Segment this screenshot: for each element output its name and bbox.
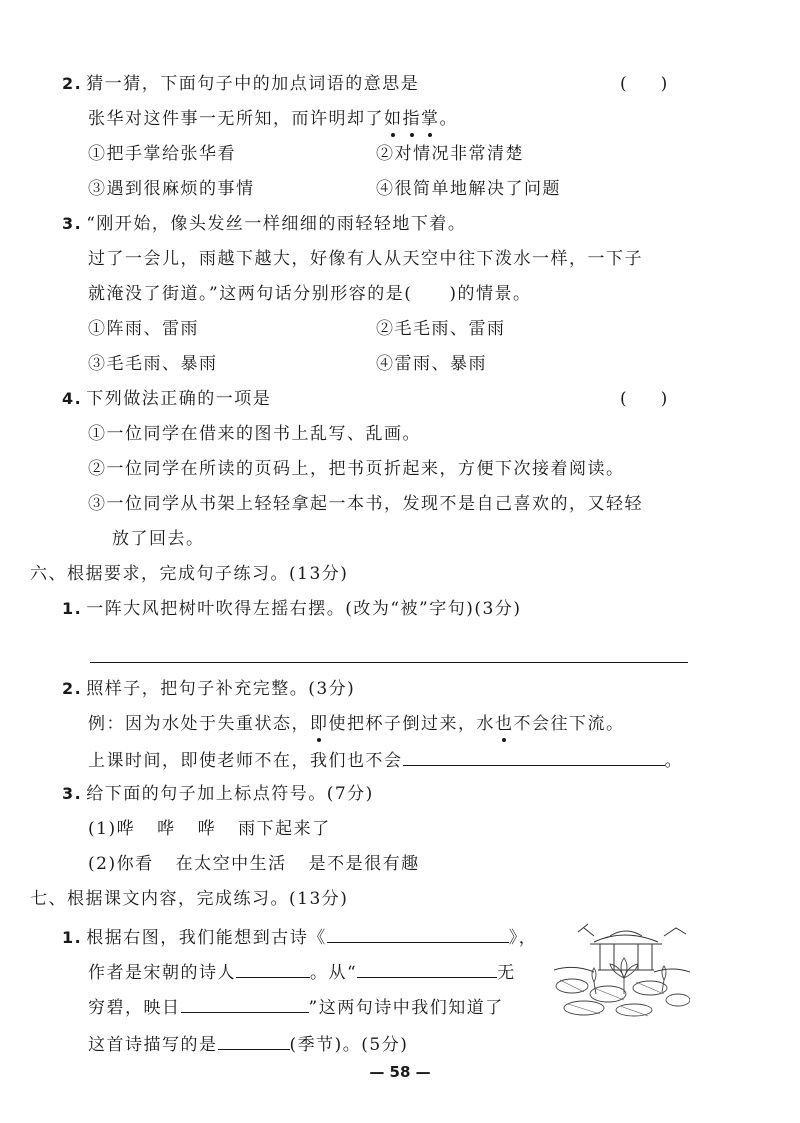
q4-number: 4. [62,389,83,408]
q3-line-2: 过了一会儿，雨越下越大，好像有人从天空中往下泼水一样，一下子 [88,249,643,269]
s7-q1-l2-post: 无 [497,963,516,983]
q4-option-3a: ③一位同学从书架上轻轻拿起一本书，发现不是自己喜欢的，又轻轻 [88,494,643,514]
s7-q1-line-1 [62,924,537,950]
q2-sentence-pre: 张华对这件事一无所知，而许明却了 [88,109,384,129]
q3-line-1-text: “刚开始，像头发丝一样细细的雨轻轻地下着。 [86,214,467,234]
s6-q3-text: 给下面的句子加上标点符号。(7分) [86,784,374,804]
s6-q1-text: 一阵大风把树叶吹得左摇右摆。(改为“被”字句)(3分) [86,599,522,619]
s6-q2-fill-post: 。 [664,751,683,771]
q2-dotted-char-2: 指 [402,109,421,129]
s6-q2-fill-pre: 上课时间，即使老师不在，我们也不会 [88,751,403,771]
s6-q3-s1-part-1: (1)哗 [88,819,136,839]
s6-q2-example-c: 不会往下流。 [513,714,625,734]
s7-q1-l1-pre: 根据右图，我们能想到古诗《 [86,928,327,948]
page-number: — 58 — [369,1063,431,1081]
q2-number: 2. [62,74,83,93]
s7-q1-l3-pre: 穷碧，映日 [88,998,181,1018]
s6-q3-number: 3. [62,784,83,803]
q2-sentence [88,107,458,131]
s7-q1-l3-post: ”这两句诗中我们知道了 [308,998,504,1018]
s6-q3-s1-part-4: 雨下起来了 [238,819,331,839]
lotus-pavilion-illustration [554,922,690,1018]
s6-q2-blank[interactable] [403,747,665,766]
q4-option-3b: 放了回去。 [112,529,205,549]
s6-q3-s1-part-3: 哗 [197,819,217,839]
s6-q3-s1-part-2: 哗 [157,819,176,839]
s6-q3-s2-part-2: 在太空中生活 [175,854,287,874]
q3-line-3: 就淹没了街道。”这两句话分别形容的是( )的情景。 [88,284,532,304]
s7-q1-l4-post: (季节)。(5分) [289,1035,409,1055]
s7-q1-poem-title-blank[interactable] [327,924,509,943]
q2-dotted-char-3: 掌 [421,109,440,129]
q2-stem [62,72,419,96]
s6-q3-s2-part-1: (2)你看 [88,854,154,874]
q4-stem-text: 下列做法正确的一项是 [86,389,272,409]
section-7-title: 七、根据课文内容，完成练习。(13分) [30,889,349,909]
s7-q1-l2-mid: 。从“ [310,963,358,983]
s7-q1-season-blank[interactable] [218,1031,290,1050]
q3-line-1 [62,212,466,236]
s7-q1-line-4 [88,1031,408,1057]
q2-option-2: ②对情况非常清楚 [376,144,524,164]
q3-option-2: ②毛毛雨、雷雨 [376,319,506,339]
q4-stem [62,387,271,411]
s6-q2 [62,677,355,701]
q4-option-2: ②一位同学在所读的页码上，把书页折起来，方便下次接着阅读。 [88,459,625,479]
s6-q2-text: 照样子，把句子补充完整。(3分) [86,679,356,699]
q2-option-1: ①把手掌给张华看 [88,144,236,164]
s7-q1-l2-pre: 作者是宋朝的诗人 [88,963,236,983]
s7-q1-verse-blank-1[interactable] [357,959,497,978]
s7-q1-line-2 [88,959,516,985]
q4-answer-parens[interactable]: ( ) [620,389,668,409]
s6-q2-example-dotted-2: 也 [495,714,514,734]
q2-answer-parens[interactable]: ( ) [620,74,668,94]
q2-dotted-char-1: 如 [384,109,403,129]
q2-option-3: ③遇到很麻烦的事情 [88,179,255,199]
q2-sentence-post: 。 [439,109,458,129]
section-6-title: 六、根据要求，完成句子练习。(13分) [30,564,349,584]
q2-option-4: ④很简单地解决了问题 [376,179,561,199]
s6-q3-s2-part-3: 是不是很有趣 [308,854,420,874]
q3-option-1: ①阵雨、雷雨 [88,319,199,339]
s6-q3-sentence-2 [88,852,420,876]
s6-q1 [62,597,521,621]
s6-q1-number: 1. [62,599,83,618]
q3-option-4: ④雷雨、暴雨 [376,354,487,374]
s6-q2-example-b: 使把杯子倒过来，水 [328,714,495,734]
s7-q1-number: 1. [62,928,83,947]
s6-q1-answer-line[interactable] [90,662,688,663]
s6-q2-fill [88,747,683,773]
s6-q2-example-a: 例：因为水处于失重状态， [88,714,310,734]
s6-q3-sentence-1 [88,817,331,841]
q4-option-1: ①一位同学在借来的图书上乱写、乱画。 [88,424,421,444]
s6-q3 [62,782,374,806]
s7-q1-l4-pre: 这首诗描写的是 [88,1035,218,1055]
q3-option-3: ③毛毛雨、暴雨 [88,354,218,374]
s7-q1-verse-blank-2[interactable] [181,994,309,1013]
q3-number: 3. [62,214,83,233]
s6-q2-example-dotted-1: 即 [310,714,329,734]
s7-q1-poet-blank[interactable] [236,959,310,978]
s6-q2-example [88,712,625,736]
q2-stem-text: 猜一猜，下面句子中的加点词语的意思是 [86,74,420,94]
s7-q1-line-3 [88,994,504,1020]
s6-q2-number: 2. [62,679,83,698]
s7-q1-l1-post: 》， [508,928,538,948]
